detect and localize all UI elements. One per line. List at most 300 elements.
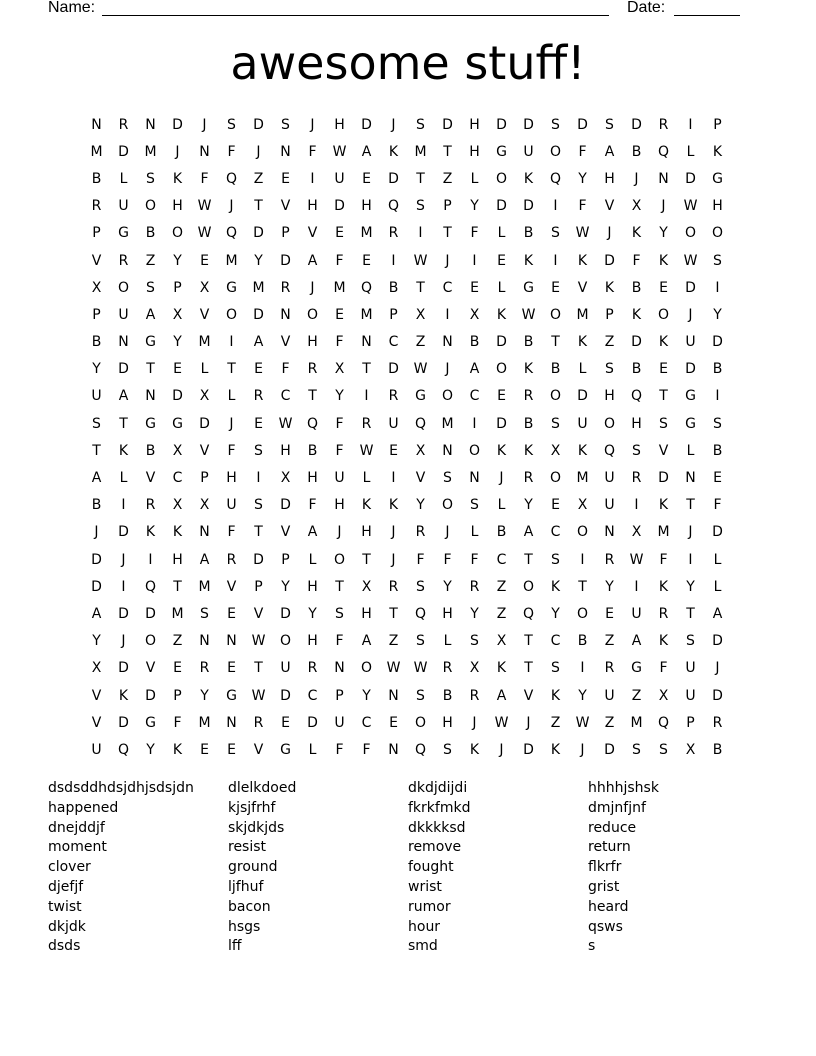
grid-letter: J <box>94 524 99 541</box>
word-list-item: ljfhuf <box>228 878 264 895</box>
grid-letter: M <box>144 143 157 160</box>
grid-letter: T <box>416 170 425 187</box>
grid-letter: Z <box>604 714 615 731</box>
grid-letter: E <box>389 714 398 731</box>
grid-letter: J <box>391 551 396 568</box>
grid-letter: G <box>523 279 534 296</box>
grid-letter: W <box>278 415 293 432</box>
grid-letter: L <box>119 170 128 187</box>
grid-letter: V <box>91 714 102 731</box>
grid-letter: W <box>197 198 212 215</box>
grid-letter: S <box>713 252 722 269</box>
grid-letter: K <box>658 334 669 351</box>
grid-letter: W <box>359 442 374 459</box>
grid-letter: G <box>415 388 426 405</box>
grid-letter: P <box>281 551 290 568</box>
grid-letter: A <box>361 143 372 160</box>
grid-letter: N <box>280 306 291 323</box>
grid-letter: T <box>308 388 317 405</box>
grid-letter: A <box>496 687 507 704</box>
grid-letter: N <box>91 116 102 133</box>
word-list-item: rumor <box>408 898 451 915</box>
grid-letter: A <box>604 143 615 160</box>
grid-letter: X <box>172 442 183 459</box>
grid-letter: M <box>414 143 427 160</box>
grid-letter: S <box>416 578 425 595</box>
grid-letter: D <box>712 687 723 704</box>
grid-letter: W <box>413 252 428 269</box>
grid-letter: M <box>360 306 373 323</box>
word-list-item: dnejddjf <box>48 819 105 836</box>
grid-letter: M <box>360 225 373 242</box>
grid-letter: E <box>281 714 290 731</box>
grid-letter: D <box>91 578 102 595</box>
grid-letter: U <box>334 170 345 187</box>
grid-letter: I <box>688 116 693 133</box>
grid-letter: N <box>685 470 696 487</box>
grid-letter: J <box>634 170 639 187</box>
grid-letter: T <box>146 361 155 378</box>
grid-letter: K <box>469 741 480 758</box>
grid-letter: G <box>712 170 723 187</box>
grid-letter: J <box>526 714 531 731</box>
grid-letter: E <box>497 388 506 405</box>
grid-letter: S <box>470 633 479 650</box>
grid-letter: S <box>146 170 155 187</box>
grid-letter: O <box>441 497 454 514</box>
grid-letter: I <box>418 225 423 242</box>
grid-letter: M <box>657 524 670 541</box>
grid-letter: N <box>280 143 291 160</box>
grid-letter: T <box>362 551 371 568</box>
grid-letter: N <box>334 660 345 677</box>
grid-letter: O <box>576 524 589 541</box>
grid-letter: Y <box>362 687 371 704</box>
word-list-item: clover <box>48 859 91 876</box>
grid-letter: X <box>469 660 480 677</box>
grid-letter: A <box>91 605 102 622</box>
grid-letter: X <box>280 470 291 487</box>
grid-letter: E <box>200 252 209 269</box>
grid-letter: Q <box>387 198 400 215</box>
grid-letter: K <box>118 442 129 459</box>
grid-letter: J <box>445 252 450 269</box>
grid-letter: D <box>388 170 399 187</box>
grid-letter: O <box>684 225 697 242</box>
grid-letter: C <box>469 388 480 405</box>
grid-letter: T <box>524 551 533 568</box>
grid-letter: P <box>605 306 614 323</box>
grid-letter: X <box>685 741 696 758</box>
grid-letter: G <box>280 741 291 758</box>
date-label: Date: <box>627 0 666 16</box>
grid-letter: U <box>631 605 642 622</box>
grid-letter: Z <box>145 252 156 269</box>
grid-letter: S <box>146 279 155 296</box>
grid-letter: F <box>632 252 641 269</box>
grid-letter: X <box>199 279 210 296</box>
grid-letter: N <box>442 442 453 459</box>
grid-letter: X <box>91 279 102 296</box>
grid-letter: B <box>631 361 642 378</box>
grid-letter: H <box>226 470 237 487</box>
grid-letter: R <box>199 660 210 677</box>
grid-letter: O <box>414 714 427 731</box>
grid-letter: E <box>470 279 479 296</box>
word-list-item: s <box>588 938 596 955</box>
grid-letter: N <box>226 714 237 731</box>
grid-letter: O <box>360 660 373 677</box>
grid-letter: H <box>307 334 318 351</box>
grid-letter: R <box>442 660 453 677</box>
grid-letter: J <box>445 524 450 541</box>
grid-letter: O <box>306 306 319 323</box>
grid-letter: E <box>659 361 668 378</box>
grid-letter: E <box>389 442 398 459</box>
grid-letter: R <box>469 578 480 595</box>
grid-letter: Y <box>281 578 290 595</box>
grid-letter: O <box>711 225 724 242</box>
grid-letter: M <box>333 279 346 296</box>
grid-letter: K <box>712 143 723 160</box>
grid-letter: F <box>659 551 668 568</box>
grid-letter: H <box>307 578 318 595</box>
grid-letter: F <box>335 741 344 758</box>
grid-letter: Y <box>92 633 101 650</box>
grid-letter: Y <box>470 198 479 215</box>
grid-letter: K <box>523 361 534 378</box>
grid-letter: X <box>631 198 642 215</box>
grid-letter: H <box>604 388 615 405</box>
grid-letter: Z <box>496 605 507 622</box>
grid-letter: K <box>658 633 669 650</box>
grid-letter: A <box>307 524 318 541</box>
grid-letter: K <box>658 578 669 595</box>
grid-letter: M <box>630 714 643 731</box>
grid-letter: H <box>172 198 183 215</box>
grid-letter: S <box>254 442 263 459</box>
grid-letter: Q <box>522 605 535 622</box>
grid-letter: W <box>575 714 590 731</box>
grid-letter: R <box>712 714 723 731</box>
grid-letter: E <box>713 470 722 487</box>
grid-letter: J <box>121 633 126 650</box>
word-list-item: dsdsddhdsjdhjsdsjdn <box>48 780 194 796</box>
grid-letter: P <box>713 116 722 133</box>
grid-letter: V <box>658 442 669 459</box>
grid-letter: C <box>172 470 183 487</box>
grid-letter: K <box>631 225 642 242</box>
grid-letter: B <box>145 442 156 459</box>
grid-letter: T <box>686 497 695 514</box>
grid-letter: U <box>226 497 237 514</box>
grid-letter: D <box>496 198 507 215</box>
grid-letter: B <box>91 170 102 187</box>
grid-letter: P <box>92 306 101 323</box>
grid-letter: E <box>551 497 560 514</box>
grid-letter: R <box>658 605 669 622</box>
grid-letter: J <box>256 143 261 160</box>
grid-letter: I <box>688 551 693 568</box>
word-list-item: grist <box>588 878 620 895</box>
grid-letter: R <box>658 116 669 133</box>
grid-letter: S <box>551 225 560 242</box>
grid-letter: E <box>173 361 182 378</box>
grid-letter: R <box>388 388 399 405</box>
grid-letter: V <box>91 687 102 704</box>
grid-letter: F <box>308 143 317 160</box>
grid-letter: S <box>632 741 641 758</box>
grid-letter: E <box>254 361 263 378</box>
grid-letter: U <box>604 470 615 487</box>
grid-letter: O <box>495 170 508 187</box>
word-list-item: dmjnfjnf <box>588 799 646 816</box>
grid-letter: G <box>226 687 237 704</box>
grid-letter: U <box>604 687 615 704</box>
grid-letter: P <box>173 279 182 296</box>
grid-letter: H <box>361 605 372 622</box>
grid-letter: Y <box>146 741 155 758</box>
grid-letter: X <box>361 578 372 595</box>
grid-letter: P <box>200 470 209 487</box>
grid-letter: H <box>334 116 345 133</box>
grid-letter: F <box>578 143 587 160</box>
grid-letter: I <box>553 198 558 215</box>
grid-letter: N <box>118 334 129 351</box>
grid-letter: S <box>551 116 560 133</box>
grid-letter: B <box>91 334 102 351</box>
grid-letter: U <box>280 660 291 677</box>
grid-letter: R <box>631 470 642 487</box>
grid-letter: S <box>632 442 641 459</box>
grid-letter: K <box>496 442 507 459</box>
grid-letter: R <box>604 660 615 677</box>
grid-letter: D <box>712 334 723 351</box>
grid-letter: N <box>145 388 156 405</box>
grid-letter: D <box>712 633 723 650</box>
grid-letter: D <box>199 415 210 432</box>
grid-letter: B <box>523 225 534 242</box>
grid-letter: B <box>145 225 156 242</box>
grid-letter: M <box>198 334 211 351</box>
grid-letter: X <box>199 497 210 514</box>
grid-letter: K <box>550 687 561 704</box>
grid-letter: X <box>172 306 183 323</box>
grid-letter: U <box>91 388 102 405</box>
grid-letter: K <box>172 170 183 187</box>
word-list-item: fought <box>408 859 454 876</box>
grid-letter: R <box>91 198 102 215</box>
grid-letter: D <box>388 361 399 378</box>
grid-letter: T <box>659 388 668 405</box>
grid-letter: L <box>686 143 695 160</box>
grid-letter: Z <box>253 170 264 187</box>
grid-letter: S <box>551 415 560 432</box>
grid-letter: B <box>442 687 453 704</box>
grid-letter: J <box>499 741 504 758</box>
grid-letter: J <box>688 524 693 541</box>
grid-letter: W <box>683 198 698 215</box>
grid-letter: I <box>634 497 639 514</box>
grid-letter: X <box>577 497 588 514</box>
grid-letter: Q <box>117 741 130 758</box>
grid-letter: O <box>549 306 562 323</box>
grid-letter: G <box>631 660 642 677</box>
grid-letter: D <box>604 252 615 269</box>
grid-letter: Z <box>388 633 399 650</box>
grid-letter: N <box>145 116 156 133</box>
grid-letter: V <box>604 198 615 215</box>
grid-letter: V <box>91 252 102 269</box>
grid-letter: A <box>199 551 210 568</box>
grid-letter: T <box>173 578 182 595</box>
grid-letter: I <box>715 388 720 405</box>
word-list-item: qsws <box>588 918 623 935</box>
grid-letter: Q <box>603 442 616 459</box>
grid-letter: G <box>118 225 129 242</box>
grid-letter: K <box>577 442 588 459</box>
grid-letter: N <box>361 334 372 351</box>
word-list-item: kjsjfrhf <box>228 799 276 816</box>
grid-letter: I <box>472 415 477 432</box>
grid-letter: V <box>145 660 156 677</box>
grid-letter: B <box>577 633 588 650</box>
word-list-item: happened <box>48 799 119 816</box>
grid-letter: Y <box>605 578 614 595</box>
grid-letter: P <box>254 578 263 595</box>
grid-letter: T <box>227 361 236 378</box>
grid-letter: H <box>280 442 291 459</box>
grid-letter: F <box>470 551 479 568</box>
grid-letter: H <box>442 714 453 731</box>
grid-letter: J <box>202 116 207 133</box>
grid-letter: E <box>227 660 236 677</box>
grid-letter: D <box>145 687 156 704</box>
grid-letter: L <box>497 279 506 296</box>
word-list-item: fkrkfmkd <box>408 799 471 816</box>
grid-letter: U <box>118 306 129 323</box>
grid-letter: F <box>443 551 452 568</box>
grid-letter: H <box>307 633 318 650</box>
grid-letter: K <box>145 524 156 541</box>
grid-letter: K <box>388 497 399 514</box>
grid-letter: T <box>335 578 344 595</box>
word-list-item: reduce <box>588 819 637 836</box>
grid-letter: W <box>386 660 401 677</box>
grid-letter: S <box>335 605 344 622</box>
grid-letter: I <box>229 334 234 351</box>
word-list-item: hour <box>408 918 441 935</box>
grid-letter: D <box>685 170 696 187</box>
grid-letter: E <box>659 279 668 296</box>
grid-letter: I <box>310 170 315 187</box>
grid-letter: N <box>199 633 210 650</box>
grid-letter: H <box>712 198 723 215</box>
grid-letter: M <box>225 252 238 269</box>
grid-letter: A <box>523 524 534 541</box>
grid-letter: B <box>523 334 534 351</box>
grid-letter: H <box>172 551 183 568</box>
grid-letter: Q <box>657 714 670 731</box>
grid-letter: R <box>604 551 615 568</box>
grid-letter: S <box>470 497 479 514</box>
grid-letter: F <box>335 415 344 432</box>
grid-letter: P <box>686 714 695 731</box>
grid-letter: F <box>335 633 344 650</box>
grid-letter: X <box>658 687 669 704</box>
grid-letter: K <box>388 143 399 160</box>
grid-letter: C <box>550 524 561 541</box>
grid-letter: K <box>550 578 561 595</box>
grid-letter: M <box>171 605 184 622</box>
grid-letter: J <box>715 660 720 677</box>
grid-letter: O <box>225 306 238 323</box>
grid-letter: H <box>307 470 318 487</box>
grid-letter: O <box>117 279 130 296</box>
grid-letter: H <box>469 116 480 133</box>
grid-letter: J <box>310 279 315 296</box>
grid-letter: B <box>712 741 723 758</box>
grid-letter: O <box>441 388 454 405</box>
grid-letter: W <box>251 687 266 704</box>
grid-letter: D <box>334 198 345 215</box>
word-list-item: dkkkksd <box>408 819 466 836</box>
grid-letter: V <box>523 687 534 704</box>
grid-letter: Q <box>414 605 427 622</box>
grid-letter: H <box>442 605 453 622</box>
grid-letter: F <box>578 198 587 215</box>
grid-letter: B <box>631 279 642 296</box>
grid-letter: D <box>253 116 264 133</box>
grid-letter: W <box>413 361 428 378</box>
grid-letter: R <box>307 361 318 378</box>
grid-letter: D <box>280 687 291 704</box>
grid-letter: L <box>443 633 452 650</box>
grid-letter: I <box>391 252 396 269</box>
grid-letter: T <box>119 415 128 432</box>
grid-letter: G <box>226 279 237 296</box>
grid-letter: D <box>604 741 615 758</box>
grid-letter: W <box>683 252 698 269</box>
grid-letter: G <box>685 415 696 432</box>
grid-letter: E <box>335 306 344 323</box>
grid-letter: Z <box>604 633 615 650</box>
grid-letter: C <box>361 714 372 731</box>
grid-letter: Q <box>144 578 157 595</box>
grid-letter: X <box>334 361 345 378</box>
grid-letter: Z <box>604 334 615 351</box>
name-line <box>102 15 609 16</box>
grid-letter: P <box>173 687 182 704</box>
grid-letter: F <box>335 252 344 269</box>
grid-letter: B <box>496 524 507 541</box>
grid-letter: Q <box>657 143 670 160</box>
grid-letter: R <box>307 660 318 677</box>
grid-letter: C <box>496 551 507 568</box>
grid-letter: N <box>442 334 453 351</box>
grid-letter: L <box>686 442 695 459</box>
word-list-item: remove <box>408 839 462 856</box>
grid-letter: D <box>496 116 507 133</box>
letter-grid <box>83 111 731 764</box>
grid-letter: U <box>91 741 102 758</box>
word-list <box>48 779 768 957</box>
grid-letter: S <box>659 741 668 758</box>
grid-letter: L <box>470 170 479 187</box>
grid-letter: Y <box>443 578 452 595</box>
grid-letter: S <box>713 415 722 432</box>
word-list-item: hsgs <box>228 918 261 935</box>
